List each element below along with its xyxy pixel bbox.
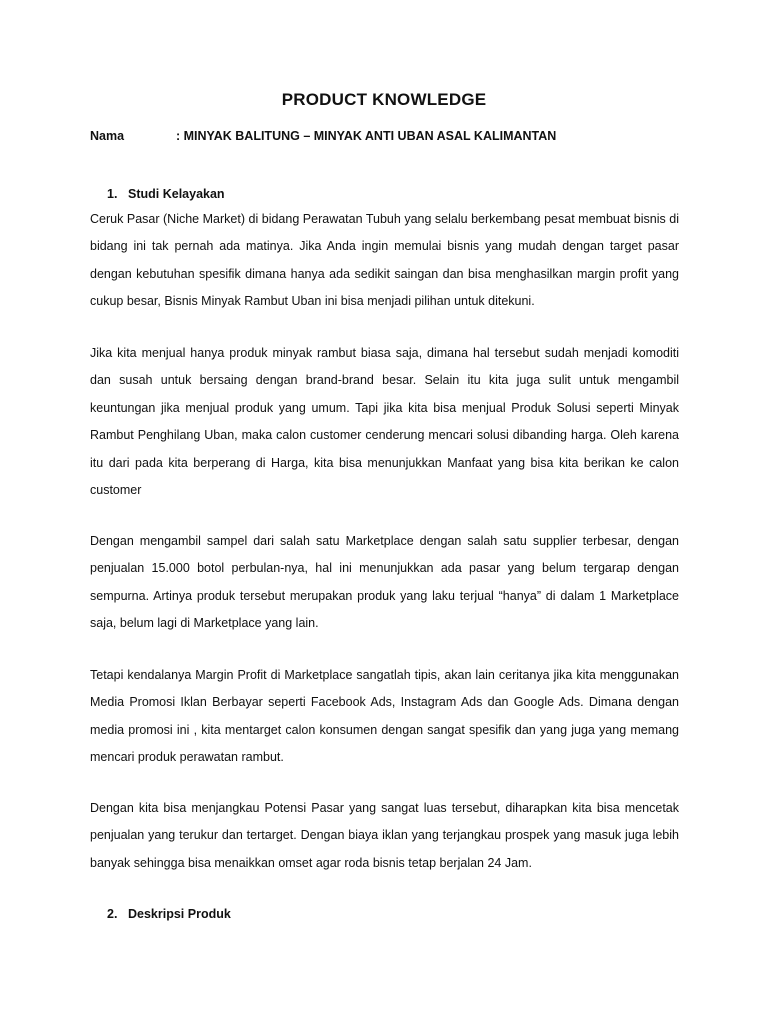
paragraph: Jika kita menjual hanya produk minyak rambut biasa saja, dimana hal tersebut sudah menjadi komoditi dan susah untuk bersaing dengan brand-brand besar. Selain itu kita juga sulit untuk mengambil keuntungan jika menjual produk yang umum. Tapi jika kita bisa menjual Produk Solusi seperti Minyak Rambut Penghilang Uban, maka calon customer cenderung mencari solusi dibanding harga. Oleh karena itu dari pada kita berperang di Harga, kita bisa menunjukkan Manfaat yang bisa kita berikan ke calon customer [90, 346, 679, 498]
document-title: PRODUCT KNOWLEDGE [281, 90, 487, 109]
section-heading-studi-kelayakan [107, 187, 225, 201]
name-label: Nama [90, 129, 125, 143]
name-value: : MINYAK BALITUNG – MINYAK ANTI UBAN ASAL KALIMANTAN [176, 129, 557, 143]
section-title: Deskripsi Produk [128, 907, 231, 921]
paragraph: Dengan mengambil sampel dari salah satu Marketplace dengan salah satu supplier terbesar, dengan penjualan 15.000 botol perbulan-nya, hal ini menunjukkan ada pasar yang belum tergarap dengan sempurna. Artinya produk tersebut merupakan produk yang laku terjual “hanya” di dalam 1 Marketplace saja, belum lagi di Marketplace yang lain. [90, 534, 679, 631]
section-heading-deskripsi-produk [107, 907, 231, 921]
paragraph: Dengan kita bisa menjangkau Potensi Pasar yang sangat luas tersebut, diharapkan kita bisa mencetak penjualan yang terukur dan tertarget. Dengan biaya iklan yang terjangkau prospek yang masuk juga lebih banyak sehingga bisa menaikkan omset agar roda bisnis tetap berjalan 24 Jam. [90, 801, 679, 870]
paragraph: Tetapi kendalanya Margin Profit di Marketplace sangatlah tipis, akan lain ceritanya jika kita menggunakan Media Promosi Iklan Berbayar seperti Facebook Ads, Instagram Ads dan Google Ads. Dimana dengan media promosi ini , kita mentarget calon konsumen dengan sangat spesifik dan yang juga yang memang mencari produk perawatan rambut. [90, 668, 679, 765]
section-number: 1. [107, 187, 118, 201]
section-number: 2. [107, 907, 118, 921]
paragraph: Ceruk Pasar (Niche Market) di bidang Perawatan Tubuh yang selalu berkembang pesat membuat bisnis di bidang ini tak pernah ada matinya. Jika Anda ingin memulai bisnis yang mudah dengan target pasar dengan kebutuhan spesifik dimana hanya ada sedikit saingan dan bisa menghasilkan margin profit yang cukup besar, Bisnis Minyak Rambut Uban ini bisa menjadi pilihan untuk ditekuni. [90, 212, 679, 309]
section-title: Studi Kelayakan [128, 187, 225, 201]
product-name-row [90, 129, 690, 143]
